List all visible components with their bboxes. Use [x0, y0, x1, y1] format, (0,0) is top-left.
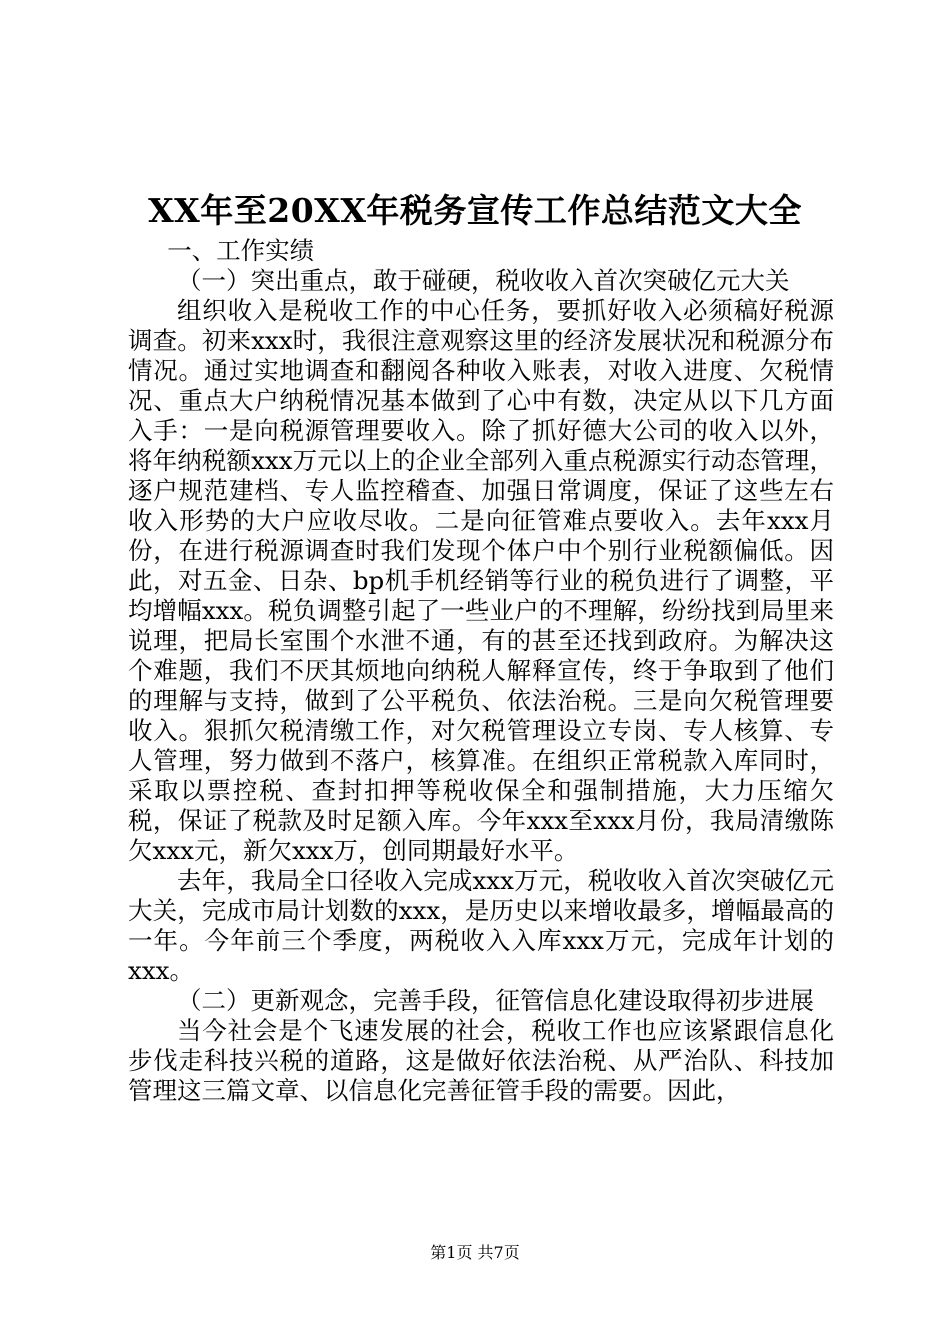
paragraph-3: 当今社会是个飞速发展的社会，税收工作也应该紧跟信息化步伐走科技兴税的道路，这是做好依法治税、从严治队、科技加管理这三篇文章、以信息化完善征管手段的需要。因此，	[128, 1016, 834, 1105]
paragraph-2: 去年，我局全口径收入完成xxx万元，税收收入首次突破亿元大关，完成市局计划数的xxx，是历史以来增收最多，增幅最高的一年。今年前三个季度，两税收入入库xxx万元，完成年计划的xxx。	[128, 866, 834, 985]
document-body	[128, 236, 834, 1106]
page-footer: 第1页 共7页	[430, 1243, 520, 1262]
subsection-heading-1: （一）突出重点，敢于碰硬，税收收入首次突破亿元大关	[177, 266, 790, 295]
subsection-heading-2: （二）更新观念，完善手段，征管信息化建设取得初步进展	[177, 986, 814, 1015]
document-title: XX年至20XX年税务宣传工作总结范文大全	[148, 191, 802, 230]
section-heading-1: 一、工作实绩	[167, 236, 315, 265]
paragraph-1: 组织收入是税收工作的中心任务，要抓好收入必须稿好税源调查。初来xxx时，我很注意观察这里的经济发展状况和税源分布情况。通过实地调查和翻阅各种收入账表，对收入进度、欠税情况、重点大户纳税情况基本做到了心中有数，决定从以下几方面入手：一是向税源管理要收入。除了抓好德大公司的收入以外，将年纳税额xxx万元以上的企业全部列入重点税源实行动态管理，逐户规范建档、专人监控稽查、加强日常调度，保证了这些左右收入形势的大户应收尽收。二是向征管难点要收入。去年xxx月份，在进行税源调查时我们发现个体户中个别行业税额偏低。因此，对五金、日杂、bp机手机经销等行业的税负进行了调整，平均增幅xxx。税负调整引起了一些业户的不理解，纷纷找到局里来说理，把局长室围个水泄不通，有的甚至还找到政府。为解决这个难题，我们不厌其烦地向纳税人解释宣传，终于争取到了他们的理解与支持，做到了公平税负、依法治税。三是向欠税管理要收入。狠抓欠税清缴工作，对欠税管理设立专岗、专人核算、专人管理，努力做到不落户，核算准。在组织正常税款入库同时，采取以票控税、查封扣押等税收保全和强制措施，大力压缩欠税，保证了税款及时足额入库。今年xxx至xxx月份，我局清缴陈欠xxx元，新欠xxx万，创同期最好水平。	[128, 296, 834, 865]
